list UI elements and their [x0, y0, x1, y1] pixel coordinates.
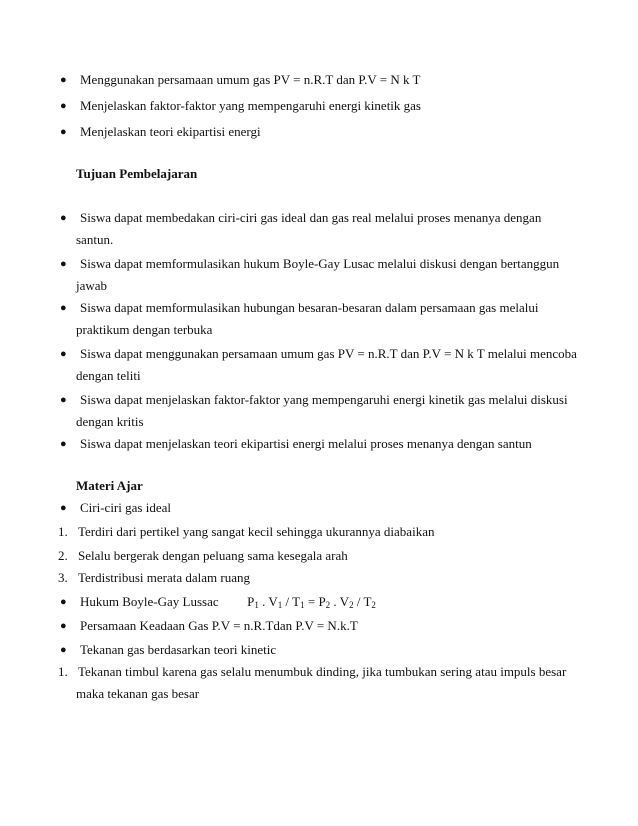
bullet-icon: ● [60, 302, 67, 314]
ciri-list-item: Terdistribusi merata dalam ruang [78, 570, 251, 585]
tujuan-item: Siswa dapat menjelaskan teori ekipartisi energi melalui proses menanya dengan santun [80, 436, 532, 451]
boyle-label: Hukum Boyle-Gay Lussac [80, 594, 219, 609]
tujuan-item: Siswa dapat menggunakan persamaan umum gas PV = n.R.T dan P.V = N k T melalui mencoba [80, 346, 577, 361]
materi-item-tekanan: Tekanan gas berdasarkan teori kinetic [80, 642, 277, 657]
materi-item-persamaan: Persamaan Keadaan Gas P.V = n.R.Tdan P.V = N.k.T [80, 618, 358, 633]
section-heading-materi: Materi Ajar [76, 478, 143, 493]
tujuan-item-continued: dengan kritis [76, 414, 144, 429]
tujuan-item: Siswa dapat membedakan ciri-ciri gas ideal dan gas real melalui proses menanya dengan [80, 210, 542, 225]
bullet-icon: ● [60, 100, 67, 112]
tujuan-item-continued: dengan teliti [76, 368, 141, 383]
bullet-icon: ● [60, 596, 67, 608]
tujuan-item-continued: praktikum dengan terbuka [76, 322, 213, 337]
bullet-icon: ● [60, 438, 67, 450]
tujuan-item: Siswa dapat memformulasikan hubungan besaran-besaran dalam persamaan gas melalui [80, 300, 539, 315]
bullet-icon: ● [60, 212, 67, 224]
boyle-formula: $P_1$ . $V_1 / T_1 = P_2$ . $V_2 / T_2$ [247, 594, 376, 610]
tekanan-list-item: Tekanan timbul karena gas selalu menumbuk dinding, jika tumbukan sering atau impuls besar [78, 664, 567, 679]
bullet-icon: ● [60, 126, 67, 138]
tekanan-list-item-continued: maka tekanan gas besar [76, 686, 200, 701]
bullet-icon: ● [60, 258, 67, 270]
materi-item-ciri: Ciri-ciri gas ideal [80, 500, 171, 515]
list-number: 2. [58, 548, 68, 563]
objective-item: Menjelaskan teori ekipartisi energi [80, 124, 261, 139]
bullet-icon: ● [60, 620, 67, 632]
bullet-icon: ● [60, 394, 67, 406]
materi-item-boyle [80, 594, 376, 610]
objective-item: Menggunakan persamaan umum gas PV = n.R.T dan P.V = N k T [80, 72, 421, 87]
bullet-icon: ● [60, 502, 67, 514]
ciri-list-item: Selalu bergerak dengan peluang sama kesegala arah [78, 548, 348, 563]
bullet-icon: ● [60, 74, 67, 86]
tujuan-item: Siswa dapat menjelaskan faktor-faktor yang mempengaruhi energi kinetik gas melalui diskusi [80, 392, 568, 407]
tujuan-item: Siswa dapat memformulasikan hukum Boyle-Gay Lusac melalui diskusi dengan bertanggun [80, 256, 560, 271]
bullet-icon: ● [60, 348, 67, 360]
tujuan-item-continued: santun. [76, 232, 114, 247]
list-number: 3. [58, 570, 68, 585]
section-heading-tujuan: Tujuan Pembelajaran [76, 166, 198, 181]
list-number: 1. [58, 664, 68, 679]
list-number: 1. [58, 524, 68, 539]
ciri-list-item: Terdiri dari pertikel yang sangat kecil sehingga ukurannya diabaikan [78, 524, 435, 539]
objective-item: Menjelaskan faktor-faktor yang mempengaruhi energi kinetik gas [80, 98, 421, 113]
bullet-icon: ● [60, 644, 67, 656]
tujuan-item-continued: jawab [76, 278, 108, 293]
